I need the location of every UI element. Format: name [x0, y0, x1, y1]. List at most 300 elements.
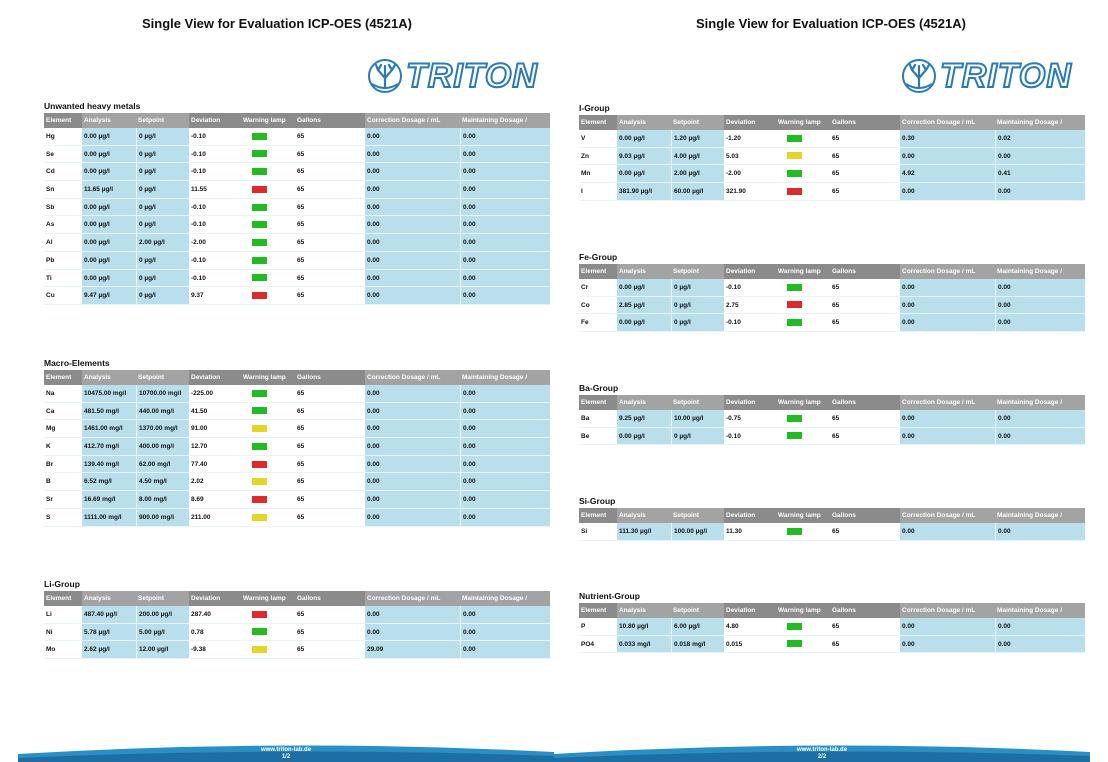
cell-warning-lamp — [241, 509, 295, 526]
cell-element: Br — [46, 460, 54, 468]
cell-correction-dosage: 0.00 — [900, 523, 995, 540]
cell-correction-dosage: 0.00 — [365, 199, 460, 216]
cell-setpoint: 0 µg/l — [136, 270, 189, 287]
cell-gallons: 65 — [297, 390, 305, 397]
cell-gallons: 65 — [832, 170, 840, 178]
table-row — [44, 420, 550, 438]
cell-gallons: 65 — [832, 135, 840, 142]
header-setpoint: Setpoint — [136, 591, 189, 606]
cell-analysis: 0.00 µg/l — [617, 130, 671, 147]
cell-maintaining-dosage: 0.00 — [995, 410, 1085, 427]
cell-correction-dosage: 0.00 — [900, 410, 995, 427]
table-row — [579, 297, 1085, 315]
cell-deviation: 91.00 — [191, 425, 208, 433]
table-body — [579, 523, 1085, 541]
cell-deviation: -0.10 — [726, 432, 741, 440]
warning-lamp-red — [252, 611, 267, 618]
header-setpoint: Setpoint — [671, 264, 724, 279]
header-maintaining-dosage: Maintaining Dosage / — [995, 603, 1085, 618]
section-si-group — [579, 494, 1085, 541]
cell-correction-dosage: 0.00 — [365, 146, 460, 163]
cell-correction-dosage: 0.00 — [365, 385, 460, 402]
section-macro-elements — [44, 356, 550, 527]
cell-deviation: -0.10 — [191, 150, 206, 158]
warning-lamp-yellow — [787, 152, 802, 159]
cell-deviation: -0.75 — [726, 415, 741, 422]
table-body — [579, 410, 1085, 445]
cell-maintaining-dosage: 0.00 — [460, 199, 550, 216]
cell-deviation: 5.03 — [726, 152, 739, 160]
cell-setpoint: 1370.00 mg/l — [136, 420, 189, 437]
table-row — [44, 146, 550, 164]
cell-correction-dosage: 0.00 — [900, 148, 995, 165]
cell-warning-lamp — [241, 252, 295, 269]
header-setpoint: Setpoint — [671, 603, 724, 618]
warning-lamp-green — [787, 432, 802, 439]
header-warning-lamp: Warning lamp — [243, 374, 286, 381]
cell-element: Cu — [46, 292, 55, 300]
cell-deviation: 0.015 — [726, 640, 743, 648]
cell-maintaining-dosage: 0.00 — [460, 438, 550, 455]
table-row — [44, 641, 550, 659]
report-page-2 — [554, 0, 1108, 762]
cell-setpoint: 60.00 µg/l — [671, 183, 724, 200]
cell-setpoint: 0 µg/l — [671, 314, 724, 331]
cell-maintaining-dosage: 0.00 — [460, 216, 550, 233]
header-warning-lamp: Warning lamp — [778, 268, 821, 275]
cell-setpoint: 8.00 mg/l — [136, 491, 189, 508]
cell-element: Al — [46, 239, 53, 247]
cell-warning-lamp — [241, 199, 295, 216]
warning-lamp-green — [252, 407, 267, 414]
cell-warning-lamp — [776, 165, 830, 182]
warning-lamp-red — [252, 461, 267, 468]
cell-warning-lamp — [241, 438, 295, 455]
table-header — [579, 603, 1085, 618]
cell-element: Hg — [46, 133, 55, 140]
cell-correction-dosage: 29.09 — [365, 641, 460, 658]
cell-analysis: 9.03 µg/l — [617, 148, 671, 165]
cell-maintaining-dosage: 0.00 — [995, 314, 1085, 331]
cell-setpoint: 1.20 µg/l — [671, 130, 724, 147]
cell-gallons: 65 — [832, 319, 840, 327]
header-element: Element — [581, 399, 607, 406]
cell-correction-dosage: 0.00 — [365, 456, 460, 473]
cell-gallons: 65 — [297, 425, 305, 433]
cell-setpoint: 900.00 mg/l — [136, 509, 189, 526]
cell-setpoint: 0 µg/l — [136, 252, 189, 269]
cell-deviation: -2.00 — [726, 170, 741, 178]
warning-lamp-green — [252, 390, 267, 397]
cell-correction-dosage: 4.92 — [900, 165, 995, 182]
cell-maintaining-dosage: 0.00 — [460, 128, 550, 145]
cell-element: K — [46, 443, 51, 451]
table-header — [44, 113, 550, 128]
header-deviation: Deviation — [191, 595, 221, 602]
warning-lamp-red — [252, 496, 267, 503]
cell-correction-dosage: 0.00 — [365, 509, 460, 526]
cell-maintaining-dosage: 0.41 — [995, 165, 1085, 182]
section-li-group — [44, 577, 550, 659]
warning-lamp-green — [252, 168, 267, 175]
cell-element: PO4 — [581, 640, 595, 648]
cell-correction-dosage: 0.00 — [900, 428, 995, 445]
table-row — [44, 270, 550, 288]
table-header — [579, 395, 1085, 410]
header-analysis: Analysis — [617, 115, 671, 130]
table-row — [44, 606, 550, 624]
section-title: Si-Group — [579, 496, 616, 506]
cell-deviation: -0.10 — [726, 319, 741, 327]
cell-maintaining-dosage: 0.00 — [995, 183, 1085, 200]
cell-deviation: -0.10 — [726, 284, 741, 291]
cell-analysis: 139.40 mg/l — [82, 456, 136, 473]
header-deviation: Deviation — [191, 117, 221, 124]
table-row — [579, 314, 1085, 332]
table-row — [579, 410, 1085, 428]
cell-deviation: 11.30 — [726, 528, 742, 535]
table-row — [44, 181, 550, 199]
cell-deviation: 11.55 — [191, 186, 207, 194]
footer-url[interactable]: www.triton-lab.de — [260, 747, 312, 753]
cell-warning-lamp — [776, 314, 830, 331]
header-element: Element — [46, 595, 72, 602]
cell-maintaining-dosage: 0.00 — [460, 403, 550, 420]
cell-gallons: 65 — [832, 188, 840, 196]
page-title: Single View for Evaluation ICP-OES (4521A) — [696, 16, 966, 31]
table-row — [579, 148, 1085, 166]
table-header — [579, 264, 1085, 279]
cell-analysis: 487.40 µg/l — [82, 606, 136, 623]
cell-deviation: 211.00 — [191, 513, 211, 521]
footer-url[interactable]: www.triton-lab.de — [796, 747, 848, 753]
cell-deviation: 8.69 — [191, 496, 204, 504]
header-maintaining-dosage: Maintaining Dosage / — [460, 370, 550, 385]
cell-element: B — [46, 478, 51, 486]
header-analysis: Analysis — [82, 113, 136, 128]
cell-warning-lamp — [241, 385, 295, 402]
cell-warning-lamp — [241, 163, 295, 180]
header-deviation: Deviation — [191, 374, 221, 381]
cell-correction-dosage: 0.00 — [365, 252, 460, 269]
cell-warning-lamp — [241, 128, 295, 145]
warning-lamp-green — [787, 415, 802, 422]
cell-correction-dosage: 0.00 — [365, 473, 460, 490]
header-setpoint: Setpoint — [671, 508, 724, 523]
warning-lamp-green — [252, 239, 267, 246]
cell-analysis: 10.80 µg/l — [617, 618, 671, 635]
cell-analysis: 0.00 µg/l — [82, 270, 136, 287]
cell-analysis: 5.78 µg/l — [82, 624, 136, 641]
table-body — [44, 385, 550, 527]
cell-warning-lamp — [241, 473, 295, 490]
cell-gallons: 65 — [297, 168, 305, 176]
table-row — [44, 491, 550, 509]
table-row — [579, 279, 1085, 297]
cell-gallons: 65 — [832, 284, 840, 291]
cell-analysis: 6.52 mg/l — [82, 473, 136, 490]
header-maintaining-dosage: Maintaining Dosage / — [460, 113, 550, 128]
cell-analysis: 2.62 µg/l — [82, 641, 136, 658]
cell-analysis: 1461.00 mg/l — [82, 420, 136, 437]
cell-warning-lamp — [241, 181, 295, 198]
triton-logo — [366, 54, 538, 98]
cell-deviation: -0.10 — [191, 168, 206, 176]
header-gallons: Gallons — [832, 268, 856, 275]
cell-maintaining-dosage: 0.00 — [460, 234, 550, 251]
cell-gallons: 65 — [297, 292, 305, 300]
warning-lamp-green — [787, 319, 802, 326]
header-deviation: Deviation — [726, 268, 756, 275]
cell-element: V — [581, 135, 586, 142]
section-title: I-Group — [579, 103, 610, 113]
cell-correction-dosage: 0.00 — [365, 181, 460, 198]
table-row — [579, 636, 1085, 654]
cell-maintaining-dosage: 0.00 — [460, 641, 550, 658]
coral-logo-icon — [900, 58, 938, 94]
table-header — [44, 370, 550, 385]
cell-gallons: 65 — [832, 152, 840, 160]
warning-lamp-green — [787, 170, 802, 177]
cell-element: Be — [581, 432, 590, 440]
warning-lamp-yellow — [252, 478, 267, 485]
cell-maintaining-dosage: 0.00 — [460, 606, 550, 623]
warning-lamp-green — [252, 221, 267, 228]
cell-correction-dosage: 0.30 — [900, 130, 995, 147]
table-row — [44, 403, 550, 421]
cell-correction-dosage: 0.00 — [365, 606, 460, 623]
warning-lamp-yellow — [252, 425, 267, 432]
table-row — [44, 473, 550, 491]
section-title: Unwanted heavy metals — [44, 101, 141, 111]
cell-warning-lamp — [241, 456, 295, 473]
header-analysis: Analysis — [617, 264, 671, 279]
cell-deviation: 9.37 — [191, 292, 204, 300]
cell-gallons: 65 — [297, 221, 305, 229]
cell-setpoint: 440.00 mg/l — [136, 403, 189, 420]
cell-gallons: 65 — [297, 460, 305, 468]
header-correction-dosage: Correction Dosage / mL — [900, 508, 995, 523]
cell-correction-dosage: 0.00 — [900, 183, 995, 200]
cell-analysis: 111.30 µg/l — [617, 523, 671, 540]
cell-correction-dosage: 0.00 — [365, 438, 460, 455]
cell-element: Li — [46, 611, 52, 618]
header-maintaining-dosage: Maintaining Dosage / — [995, 508, 1085, 523]
table-row — [44, 624, 550, 642]
cell-setpoint: 0.018 mg/l — [671, 636, 724, 653]
cell-element: Mn — [581, 170, 591, 178]
cell-gallons: 65 — [297, 443, 305, 451]
header-deviation: Deviation — [726, 119, 756, 126]
table-row — [579, 183, 1085, 201]
header-gallons: Gallons — [832, 512, 856, 519]
page-footer — [18, 744, 554, 762]
header-setpoint: Setpoint — [671, 115, 724, 130]
cell-deviation: 77.40 — [191, 460, 208, 468]
header-gallons: Gallons — [297, 117, 321, 124]
header-setpoint: Setpoint — [136, 113, 189, 128]
cell-setpoint: 0 µg/l — [136, 181, 189, 198]
cell-setpoint: 0 µg/l — [671, 297, 724, 314]
header-setpoint: Setpoint — [136, 370, 189, 385]
header-element: Element — [46, 117, 72, 124]
cell-analysis: 10475.00 mg/l — [82, 385, 136, 402]
cell-element: Ca — [46, 407, 55, 415]
section-title: Fe-Group — [579, 252, 618, 262]
header-analysis: Analysis — [617, 508, 671, 523]
cell-correction-dosage: 0.00 — [365, 491, 460, 508]
cell-maintaining-dosage: 0.00 — [460, 420, 550, 437]
cell-setpoint: 5.00 µg/l — [136, 624, 189, 641]
cell-gallons: 65 — [832, 640, 840, 648]
triton-logo — [900, 54, 1072, 98]
cell-warning-lamp — [241, 287, 295, 304]
header-warning-lamp: Warning lamp — [778, 399, 821, 406]
header-gallons: Gallons — [297, 595, 321, 602]
cell-gallons: 65 — [832, 623, 840, 630]
cell-warning-lamp — [241, 491, 295, 508]
cell-maintaining-dosage: 0.00 — [460, 491, 550, 508]
warning-lamp-green — [252, 150, 267, 157]
cell-maintaining-dosage: 0.00 — [460, 252, 550, 269]
warning-lamp-red — [787, 301, 802, 308]
cell-setpoint: 0 µg/l — [136, 146, 189, 163]
header-maintaining-dosage: Maintaining Dosage / — [460, 591, 550, 606]
header-analysis: Analysis — [82, 370, 136, 385]
cell-gallons: 65 — [297, 256, 305, 264]
cell-gallons: 65 — [297, 133, 305, 140]
cell-gallons: 65 — [297, 611, 305, 618]
cell-maintaining-dosage: 0.00 — [460, 181, 550, 198]
header-analysis: Analysis — [82, 591, 136, 606]
header-analysis: Analysis — [617, 395, 671, 410]
header-correction-dosage: Correction Dosage / mL — [365, 113, 460, 128]
cell-setpoint: 10700.00 mg/l — [136, 385, 189, 402]
cell-setpoint: 2.00 µg/l — [136, 234, 189, 251]
warning-lamp-green — [252, 133, 267, 140]
cell-element: Zn — [581, 152, 589, 160]
table-row — [579, 523, 1085, 541]
cell-setpoint: 100.00 µg/l — [671, 523, 724, 540]
cell-setpoint: 10.00 µg/l — [671, 410, 724, 427]
header-element: Element — [581, 512, 607, 519]
table-body — [579, 279, 1085, 332]
cell-element: Ti — [46, 274, 52, 282]
cell-analysis: 0.00 µg/l — [82, 146, 136, 163]
header-correction-dosage: Correction Dosage / mL — [365, 591, 460, 606]
cell-element: Co — [581, 301, 590, 309]
section-nutrient-group — [579, 589, 1085, 653]
header-warning-lamp: Warning lamp — [243, 595, 286, 602]
cell-analysis: 0.00 µg/l — [82, 216, 136, 233]
table-body — [44, 128, 550, 305]
cell-setpoint: 4.00 µg/l — [671, 148, 724, 165]
table-header — [579, 508, 1085, 523]
cell-element: Sb — [46, 203, 55, 211]
table-row — [44, 163, 550, 181]
cell-warning-lamp — [241, 420, 295, 437]
footer-page-number: 1/2 — [281, 754, 291, 760]
cell-element: Ba — [581, 415, 590, 422]
cell-gallons: 65 — [832, 301, 840, 309]
cell-deviation: 2.02 — [191, 478, 204, 486]
header-element: Element — [581, 607, 607, 614]
table-row — [44, 509, 550, 527]
cell-correction-dosage: 0.00 — [900, 297, 995, 314]
cell-warning-lamp — [776, 636, 830, 653]
section-title: Nutrient-Group — [579, 591, 640, 601]
cell-warning-lamp — [241, 624, 295, 641]
header-maintaining-dosage: Maintaining Dosage / — [995, 395, 1085, 410]
cell-setpoint: 0 µg/l — [136, 199, 189, 216]
warning-lamp-green — [252, 274, 267, 281]
cell-element: Na — [46, 390, 55, 397]
cell-setpoint: 12.00 µg/l — [136, 641, 189, 658]
cell-setpoint: 0 µg/l — [136, 128, 189, 145]
cell-gallons: 65 — [297, 407, 305, 415]
header-gallons: Gallons — [832, 119, 856, 126]
table-header — [579, 115, 1085, 130]
table-row — [44, 128, 550, 146]
header-gallons: Gallons — [832, 399, 856, 406]
header-gallons: Gallons — [297, 374, 321, 381]
cell-warning-lamp — [241, 234, 295, 251]
table-row — [44, 456, 550, 474]
cell-correction-dosage: 0.00 — [365, 128, 460, 145]
cell-maintaining-dosage: 0.00 — [995, 279, 1085, 296]
cell-element: Se — [46, 150, 54, 158]
cell-deviation: 321.90 — [726, 188, 746, 196]
warning-lamp-green — [252, 204, 267, 211]
cell-correction-dosage: 0.00 — [365, 287, 460, 304]
logo-wordmark: TRITON — [406, 57, 538, 95]
cell-gallons: 65 — [832, 415, 840, 422]
cell-correction-dosage: 0.00 — [900, 636, 995, 653]
cell-analysis: 2.85 µg/l — [617, 297, 671, 314]
section-title: Ba-Group — [579, 383, 619, 393]
cell-analysis: 0.00 µg/l — [617, 428, 671, 445]
cell-deviation: -9.38 — [191, 646, 206, 654]
header-element: Element — [581, 119, 607, 126]
cell-gallons: 65 — [832, 432, 840, 440]
cell-setpoint: 6.00 µg/l — [671, 618, 724, 635]
logo-wordmark: TRITON — [940, 57, 1072, 95]
cell-deviation: 287.40 — [191, 611, 211, 618]
cell-gallons: 65 — [297, 274, 305, 282]
cell-warning-lamp — [241, 146, 295, 163]
cell-warning-lamp — [241, 403, 295, 420]
warning-lamp-green — [787, 640, 802, 647]
cell-deviation: 12.70 — [191, 443, 208, 451]
cell-analysis: 9.25 µg/l — [617, 410, 671, 427]
cell-deviation: -0.10 — [191, 133, 206, 140]
cell-warning-lamp — [776, 148, 830, 165]
cell-element: Ni — [46, 628, 53, 636]
header-correction-dosage: Correction Dosage / mL — [900, 395, 995, 410]
coral-logo-icon — [366, 58, 404, 94]
header-correction-dosage: Correction Dosage / mL — [365, 370, 460, 385]
table-row — [44, 287, 550, 305]
cell-correction-dosage: 0.00 — [365, 163, 460, 180]
cell-warning-lamp — [776, 130, 830, 147]
cell-analysis: 9.47 µg/l — [82, 287, 136, 304]
header-warning-lamp: Warning lamp — [778, 119, 821, 126]
cell-warning-lamp — [241, 216, 295, 233]
footer-page-number: 2/2 — [817, 754, 827, 760]
section-title: Macro-Elements — [44, 358, 110, 368]
warning-lamp-red — [787, 188, 802, 195]
cell-analysis: 0.00 µg/l — [617, 279, 671, 296]
